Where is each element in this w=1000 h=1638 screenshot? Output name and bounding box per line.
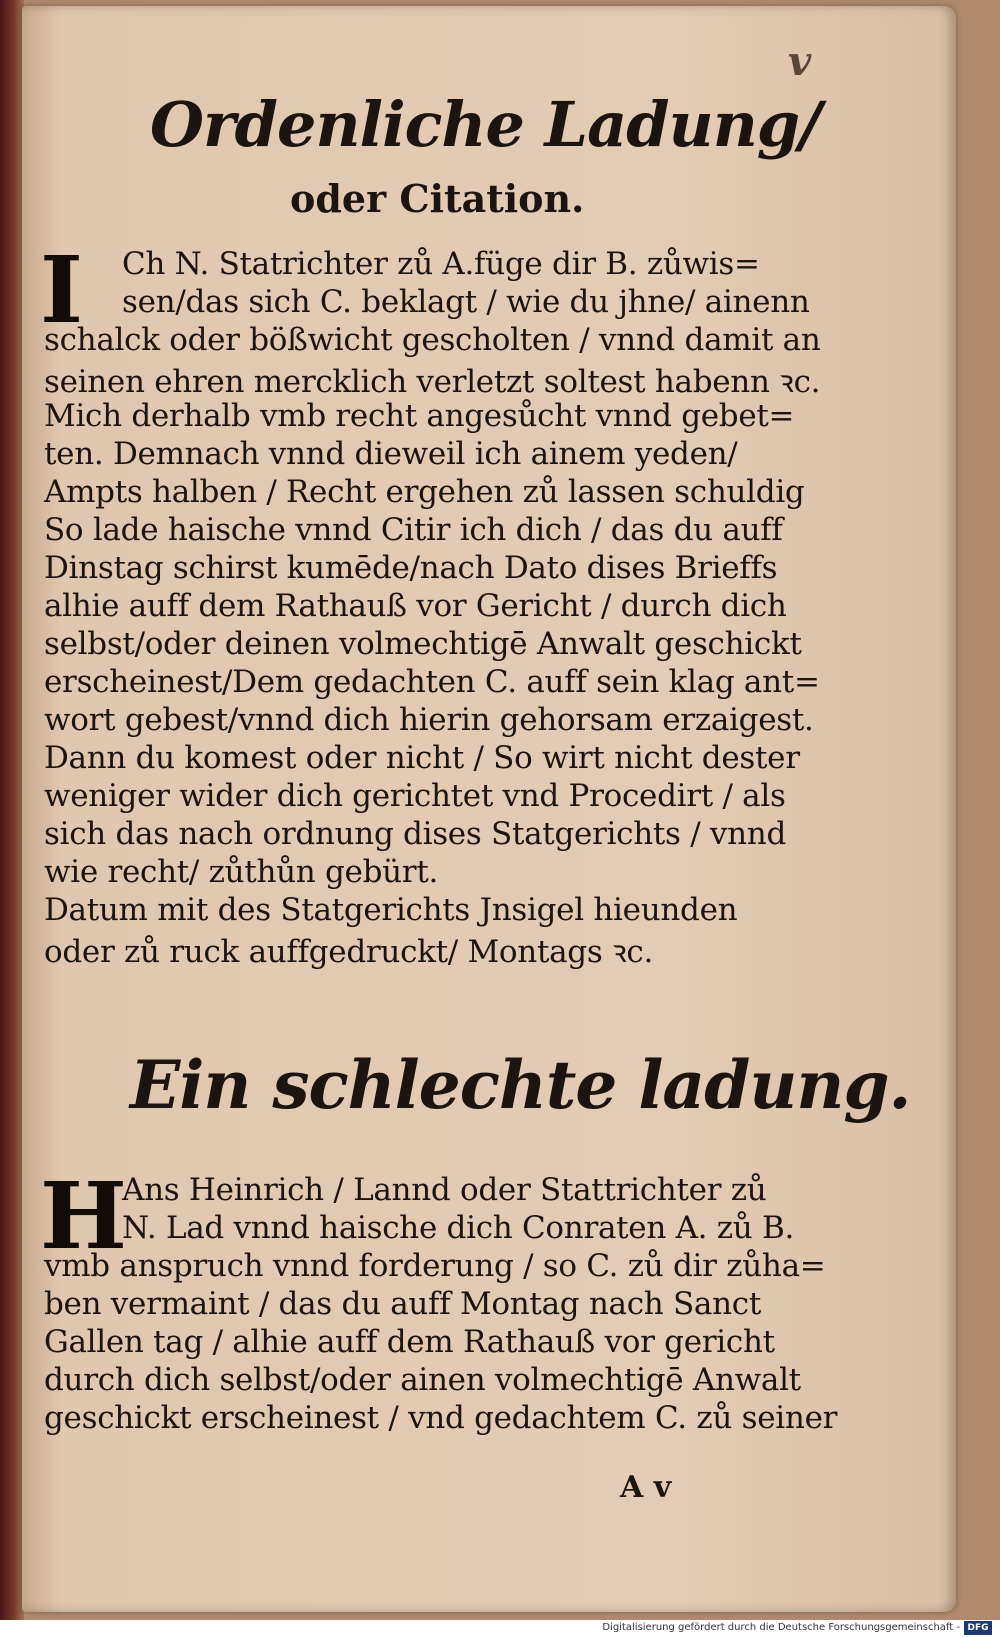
section1-line: schalck oder bößwicht gescholten / vnnd damit an — [44, 322, 821, 358]
section1-line: weniger wider dich gerichtet vnd Procedirt / als — [44, 778, 786, 814]
section2-line: vmb anspruch vnnd forderung / so C. zů dir zůha= — [44, 1248, 826, 1284]
dfg-logo: DFG — [964, 1621, 992, 1635]
section1-line: erscheinest/Dem gedachten C. auff sein klag ant= — [44, 664, 820, 700]
section1-title: Ordenliche Ladung/ — [150, 88, 821, 161]
section1-line: ten. Demnach vnnd dieweil ich ainem yeden/ — [44, 436, 738, 472]
section1-line: Datum mit des Statgerichts Jnsigel hieunden — [44, 892, 738, 928]
catchword: A v — [620, 1470, 672, 1505]
section1-line: Ampts halben / Recht ergehen zů lassen schuldig — [44, 474, 805, 510]
footer-text: Digitalisierung gefördert durch die Deutsche Forschungsgemeinschaft - — [602, 1622, 960, 1633]
section2-line: ben vermaint / das du auff Montag nach Sanct — [44, 1286, 761, 1322]
book-spine-edge — [0, 0, 24, 1620]
section1-line: selbst/oder deinen volmechtigē Anwalt geschickt — [44, 626, 802, 662]
signature-mark: v — [788, 38, 812, 85]
section1-line: Dann du komest oder nicht / So wirt nicht dester — [44, 740, 800, 776]
section1-line: oder zů ruck auffgedruckt/ Montags ꝛc. — [44, 934, 654, 970]
section1-line: sich das nach ordnung dises Statgerichts / vnnd — [44, 816, 787, 852]
section1-dropcap: I — [40, 236, 84, 344]
section1-line: So lade haische vnnd Citir ich dich / das du auff — [44, 512, 783, 548]
section2-line: Gallen tag / alhie auff dem Rathauß vor gericht — [44, 1324, 775, 1360]
section1-line: seinen ehren mercklich verletzt soltest habenn ꝛc. — [44, 364, 821, 400]
section1-line: wie recht/ zůthůn gebürt. — [44, 854, 439, 890]
section1-line: Mich derhalb vmb recht angesůcht vnnd gebet= — [44, 398, 795, 434]
section2-line: N. Lad vnnd haische dich Conraten A. zů B. — [122, 1210, 795, 1246]
section2-line: geschickt erscheinest / vnd gedachtem C. zů seiner — [44, 1400, 838, 1436]
section2-title: Ein schlechte ladung. — [130, 1046, 911, 1124]
section1-subtitle: oder Citation. — [290, 176, 585, 221]
section1-line: sen/das sich C. beklagt / wie du jhne/ ainenn — [122, 284, 810, 320]
section1-line: Ch N. Statrichter zů A.füge dir B. zůwis= — [122, 246, 760, 282]
section2-line: durch dich selbst/oder ainen volmechtigē Anwalt — [44, 1362, 801, 1398]
section1-line: Dinstag schirst kumēde/nach Dato dises Brieffs — [44, 550, 778, 586]
section2-line: Ans Heinrich / Lannd oder Stattrichter zů — [122, 1172, 767, 1208]
section2-dropcap: H — [40, 1162, 127, 1270]
section1-line: alhie auff dem Rathauß vor Gericht / durch dich — [44, 588, 787, 624]
section1-line: wort gebest/vnnd dich hierin gehorsam erzaigest. — [44, 702, 814, 738]
